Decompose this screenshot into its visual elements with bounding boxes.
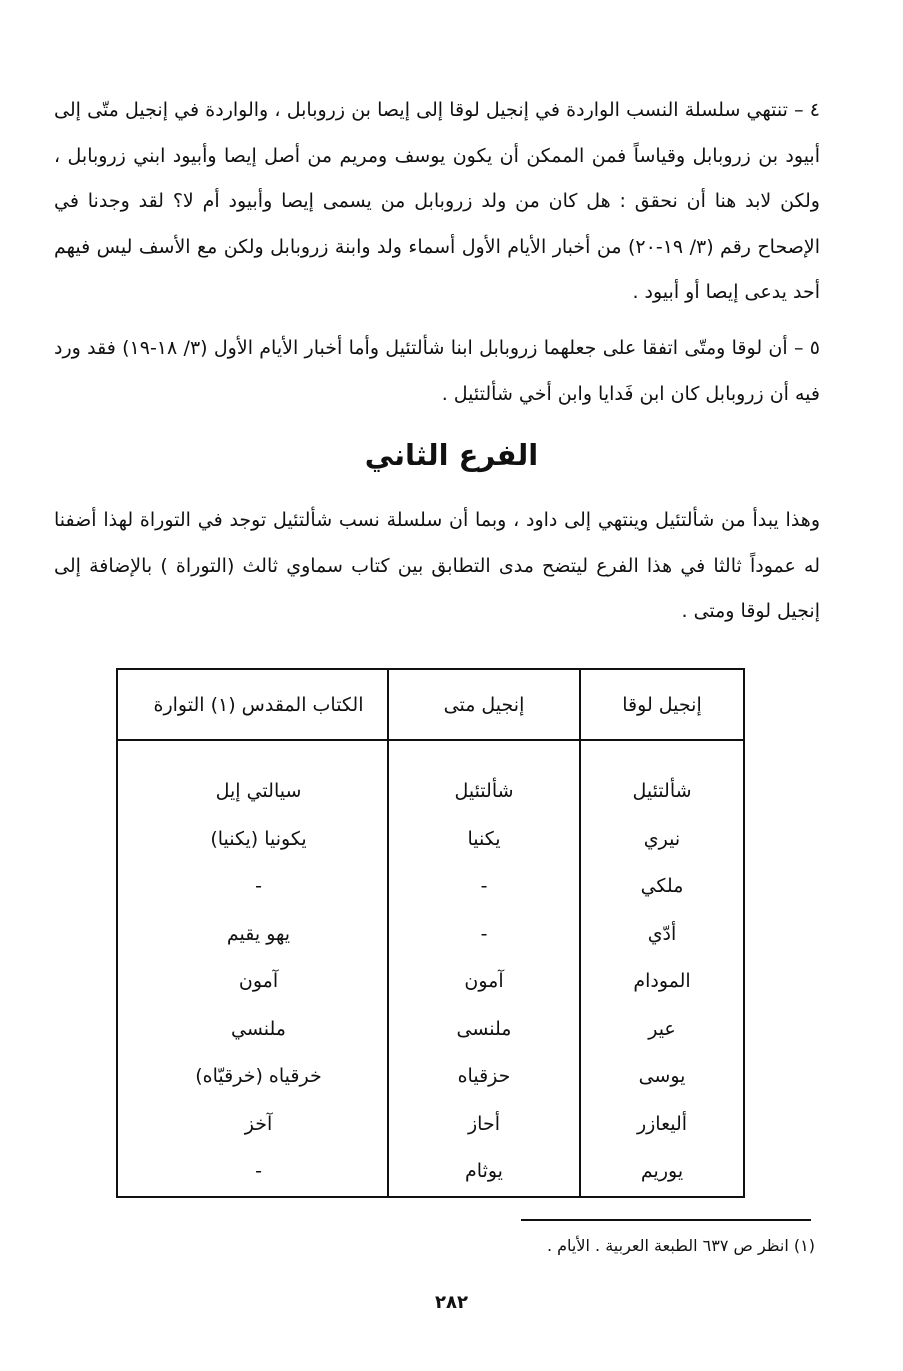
table-cell: يكونيا (يكنيا) [210, 827, 307, 850]
table-cell: - [255, 875, 262, 897]
table-cell: نيري [643, 827, 681, 850]
footnote: (١) انظر ص ٦٣٧ الطبعة العربية . الأيام . [546, 1236, 815, 1255]
column-torah [118, 670, 389, 1196]
table-cell: عير [648, 1017, 676, 1040]
table-cell: سيالتي إيل [215, 780, 302, 802]
table-cell: - [480, 922, 488, 945]
column-header-torah: الكتاب المقدس (١) التوارة [118, 670, 389, 741]
table-cell: يكنيا [467, 827, 501, 850]
column-header-luke: إنجيل لوقا [581, 670, 743, 741]
table-cell: يوثام [465, 1160, 503, 1182]
table-cell: يوسى [638, 1065, 686, 1087]
table-cell: أحاز [468, 1112, 500, 1135]
paragraph-point-4: ٤ – تنتهي سلسلة النسب الواردة في إنجيل لوقا إلى إيصا بن زروبابل ، والواردة في إنجيل متّى إلى أبيود بن زروبابل وقياساً فمن الممكن أن يكون يوسف ومريم من أصل إيصا وأبيود ابني زروبابل ، ولكن لابد هنا أن نحقق : هل كان من ولد زروبابل من يسمى إيصا وأبيود أم لا؟ لقد وجدنا في الإصحاح رقم (٣/ ١٩-٢٠) من أخبار الأيام الأول أسماء ولد وابنة زروبابل ولكن مع الأسف ليس فيهم أحد يدعى إيصا أو أبيود . [54, 99, 820, 304]
table-cell: آخز [244, 1112, 273, 1135]
table-cell: خرقياه (خرقيّاه) [195, 1065, 322, 1087]
footnote-divider [521, 1219, 811, 1221]
table-cell: المودام [633, 970, 691, 992]
table-cell: ملكي [640, 875, 684, 897]
table-cell: أليعازر [636, 1112, 688, 1135]
page-number: ٢٨٢ [435, 1292, 468, 1313]
table-cell: ملنسي [231, 1017, 286, 1040]
table-cell: ملنسى [456, 1017, 512, 1040]
column-matthew [387, 670, 581, 1196]
table-cell: آمون [464, 970, 504, 992]
section-heading: الفرع الثاني [364, 438, 539, 472]
table-cell: يوريم [640, 1160, 684, 1182]
table-cell: - [480, 875, 488, 897]
column-header-matthew: إنجيل متى [389, 670, 579, 741]
table-cell: شألتئيل [454, 780, 514, 802]
table-cell: حزقياه [457, 1065, 511, 1087]
genealogy-table [116, 668, 745, 1198]
paragraph-point-5: ٥ – أن لوقا ومتّى اتفقا على جعلهما زروبابل ابنا شألتئيل وأما أخبار الأيام الأول (٣/ ١٨-١٩) فقد ورد فيه أن زروبابل كان ابن فَدايا وابن أخي شألتئيل . [54, 337, 820, 405]
paragraph-intro: وهذا يبدأ من شألتئيل وينتهي إلى داود ، وبما أن سلسلة نسب شألتئيل توجد في التوراة لهذا أضفنا له عموداً ثالثا في هذا الفرع ليتضح مدى التطابق بين كتاب سماوي ثالث (التوراة ) بالإضافة إلى إنجيل لوقا ومتى . [54, 509, 820, 623]
column-luke [581, 670, 743, 1196]
table-cell: يهو يقيم [226, 922, 291, 945]
table-cell: - [255, 1160, 262, 1182]
table-cell: أدّي [647, 922, 677, 945]
table-cell: شألتئيل [632, 780, 692, 802]
table-cell: آمون [238, 970, 279, 992]
